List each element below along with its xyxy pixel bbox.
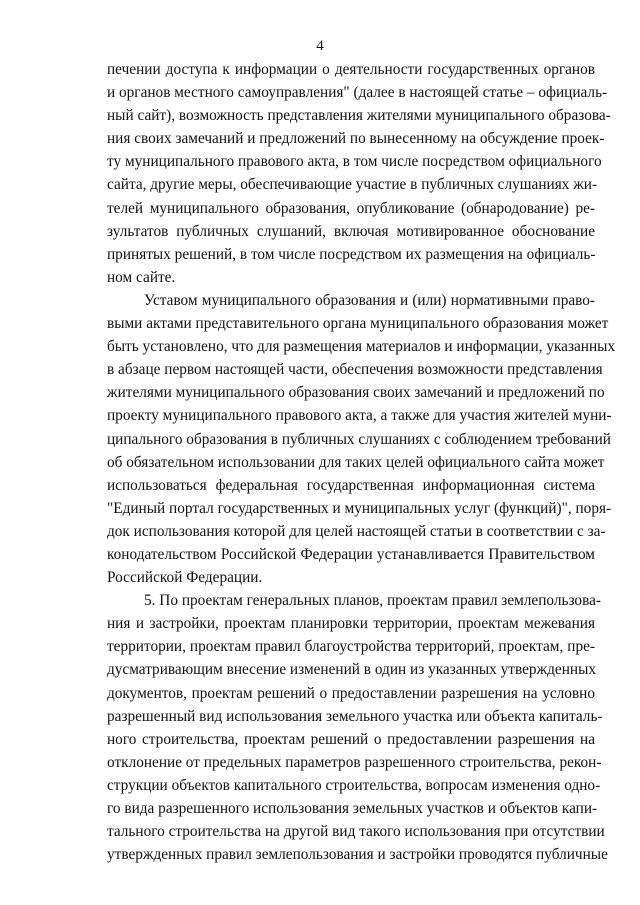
text-line: ту муниципального правового акта, в том числе посредством официального: [107, 153, 602, 171]
text-line: ния своих замечаний и предложений по вынесенному на обсуждение проек-: [107, 130, 605, 148]
text-line: ния и застройки, проектам планировки территории, проектам межевания: [107, 615, 595, 633]
text-line: го вида разрешенного использования земельных участков и объектов капи-: [107, 800, 598, 817]
text-line: Российской Федерации.: [107, 569, 263, 587]
text-line: телей муниципального образования, опубликование (обнародование) ре-: [107, 199, 595, 217]
text-line: ном сайте.: [107, 268, 176, 286]
text-line: в абзаце первом настоящей части, обеспечения возможности представления: [107, 361, 603, 379]
text-line: конодательством Российской Федерации устанавливается Правительством: [107, 545, 595, 563]
document-body: [107, 58, 616, 866]
text-line: дусматривающим внесение изменений в один из указанных утвержденных: [107, 661, 596, 679]
paragraph-p2: [107, 289, 616, 589]
text-line: выми актами представительного органа муниципального образования может: [107, 315, 609, 333]
text-line: тального строительства на другой вид такого использования при отсутствии: [107, 823, 605, 841]
text-line: использоваться федеральная государственная информационная система: [107, 476, 595, 494]
text-line: ного строительства, проектам решений о предоставлении разрешения на: [107, 730, 595, 748]
text-line: отклонение от предельных параметров разрешенного строительства, рекон-: [107, 753, 602, 771]
text-line: струкции объектов капитального строительства, вопросам изменения одно-: [107, 776, 601, 794]
text-line: "Единый портал государственных и муниципальных услуг (функций)", поря-: [107, 499, 612, 517]
text-line: об обязательном использовании для таких целей официального сайта может: [107, 453, 605, 471]
text-line: жителями муниципального образования своих замечаний и предложений по: [107, 384, 605, 402]
text-line: проекту муниципального правового акта, а также для участия жителей муни-: [107, 407, 612, 425]
text-line: принятых решений, в том числе посредством их размещения на официаль-: [107, 245, 596, 263]
text-line: печении доступа к информации о деятельности государственных органов: [107, 61, 595, 78]
text-line: утвержденных правил землепользования и застройки проводятся публичные: [107, 846, 608, 864]
paragraph-p3: [107, 589, 608, 866]
text-line: Уставом муниципального образования и (или) нормативными право-: [144, 291, 595, 309]
text-line: ный сайт), возможность представления жителями муниципального образова-: [107, 107, 611, 125]
text-line: 5. По проектам генеральных планов, проектам правил землепользова-: [144, 592, 601, 610]
text-line: зультатов публичных слушаний, включая мотивированное обоснование: [107, 222, 595, 240]
text-line: документов, проектам решений о предоставлении разрешения на условно: [107, 684, 595, 702]
text-line: ципального образования в публичных слушаниях с соблюдением требований: [107, 430, 611, 448]
text-line: быть установлено, что для размещения материалов и информации, указанных: [107, 338, 616, 356]
text-line: разрешенный вид использования земельного участка или объекта капиталь-: [107, 707, 603, 725]
text-line: территории, проектам правил благоустройства территорий, проектам, пре-: [107, 638, 595, 656]
paragraph-p1: [107, 58, 611, 289]
page-number: 4: [316, 38, 324, 54]
text-line: сайта, другие меры, обеспечивающие участие в публичных слушаниях жи-: [107, 176, 598, 194]
text-line: док использования которой для целей настоящей статьи в соответствии с за-: [107, 522, 606, 540]
text-line: и органов местного самоуправления" (далее в настоящей статье – официаль-: [107, 84, 608, 102]
